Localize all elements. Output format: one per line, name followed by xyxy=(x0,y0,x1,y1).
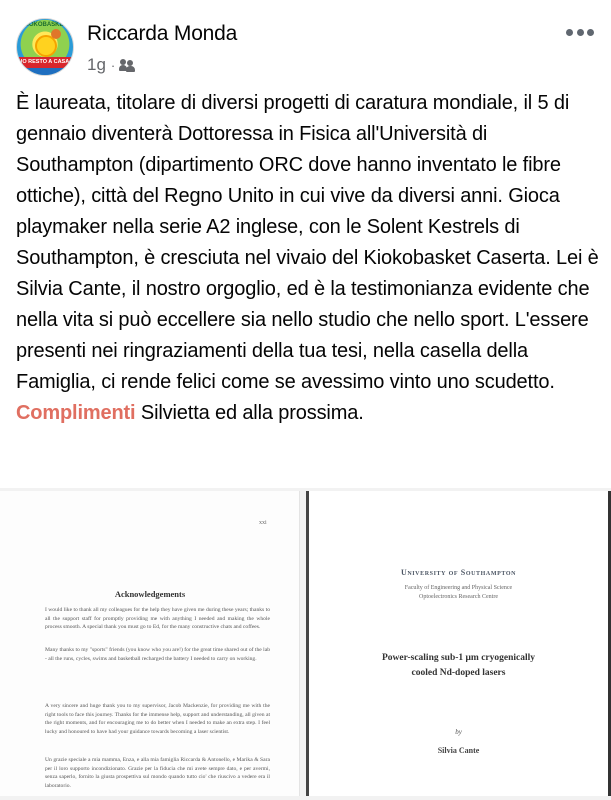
university-name: University of Southampton xyxy=(400,568,517,577)
faculty-name: Faculty of Engineering and Physical Science xyxy=(404,585,513,591)
avatar-banner-sub xyxy=(17,68,73,76)
thesis-acknowledgements-page xyxy=(0,491,300,796)
more-options-button[interactable] xyxy=(566,26,594,38)
friends-icon[interactable] xyxy=(119,59,135,72)
post-text-main: È laureata, titolare di diversi progetti di caratura mondiale, il 5 di gennaio diventerà Dottoressa in Fisica all'Università di Southampton (dipartimento ORC dove hanno inventato le fibre ottiche), città del Regno Unito in cui vive da diversi anni. Gioca playmaker nella serie A2 inglese, con le Solent Kestrels di Southampton, è cresciuta nel vivaio del Kiokobasket Caserta. Lei è Silvia Cante, il nostro orgoglio, ed è la testimonianza evidente che nella vita si può eccellere sia nello studio che nello sport. L'essere presenti nei ringraziamenti della tua tesi, nella casella della Famiglia, ci rende felici come se avessimo vinto uno scudetto. xyxy=(16,92,599,393)
ack-paragraph: Many thanks to my "sports" friends (you know who you are!) for the great time shared out of the lab - all the runs, cycles, swims and basketball recharged the battery I needed to carry on working. xyxy=(45,647,271,662)
author-name[interactable]: Riccarda Monda xyxy=(87,22,238,45)
thesis-title-line: cooled Nd-doped lasers xyxy=(411,668,506,678)
ack-paragraph: Un grazie speciale a mia mamma, Enza, e alla mia famiglia Riccarda & Antonello, e Marika & Sara per il loro supporto incondizionato. Grazie per la fiducia che mi avete sempre dato, e per avermi, senza saperlo, fornito la giusta prospettiva sul mondo quando tutto cio' che riuscivo a vedere era il laboratorio. xyxy=(45,757,270,790)
timestamp[interactable]: 1g xyxy=(87,55,106,74)
ack-paragraph: A very sincere and huge thank you to my supervisor, Jacob Mackenzie, for providing me with the right tools to face this journey. Thanks for the immense help, support and understanding, all given at the right moments, and for encouraging me to do better when I needed to make an extra step. I feel lucky and honoured to have had your guidance towards becoming a laser scientist. xyxy=(45,703,270,736)
post-meta xyxy=(87,55,135,75)
by-label: by xyxy=(455,728,462,736)
more-horizontal-icon xyxy=(566,29,573,36)
thesis-title xyxy=(309,651,608,681)
avatar[interactable] xyxy=(16,18,74,76)
thesis-title-page xyxy=(306,491,611,796)
separator: · xyxy=(110,57,116,73)
highlight-keyword[interactable]: Complimenti xyxy=(16,402,136,424)
avatar-logo-text: KIOKOBASKET xyxy=(22,22,68,28)
faculty-block xyxy=(309,584,608,602)
post-text-end: Silvietta ed alla prossima. xyxy=(140,402,364,424)
thesis-author: Silvia Cante xyxy=(437,746,480,755)
acknowledgements-title: Acknowledgements xyxy=(114,589,186,599)
avatar-banner: IO RESTO A CASA xyxy=(17,57,73,68)
post-header xyxy=(0,0,611,85)
thesis-title-line: Power-scaling sub-1 μm cryogenically xyxy=(381,653,536,663)
post-text xyxy=(16,88,601,429)
basketball-icon xyxy=(51,29,61,39)
ack-paragraph: I would like to thank all my colleagues for the help they have given me during these years; thanks to all the support staff for promptly providing me with anything I needed and making the whole process smooth. A special thank you must go to Ed, for the many constructive chats and coffees. xyxy=(45,607,270,631)
page-number: xxi xyxy=(259,520,267,526)
centre-name: Optoelectronics Research Centre xyxy=(419,594,498,600)
post-photo[interactable] xyxy=(0,488,611,800)
